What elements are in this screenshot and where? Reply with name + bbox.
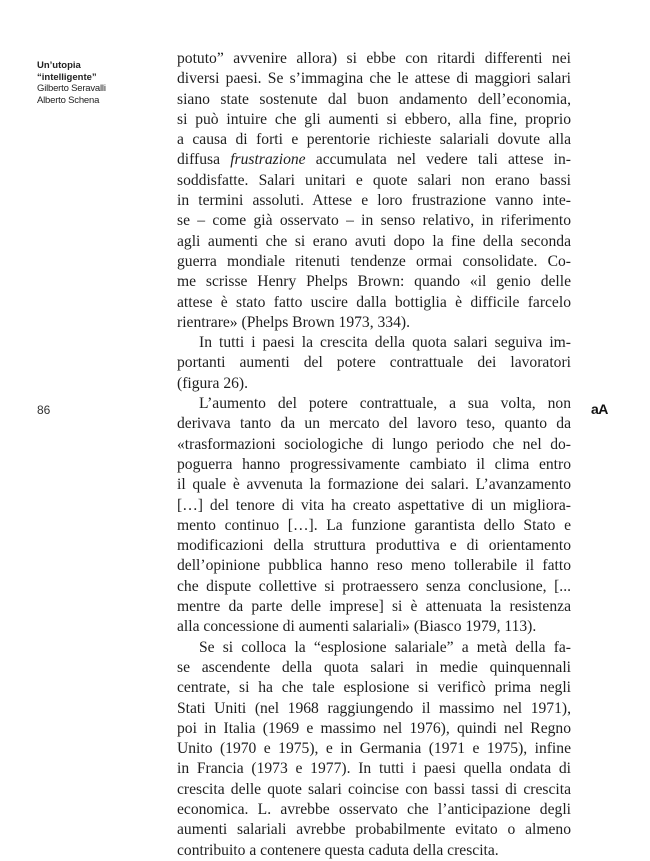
text-line: diversi paesi. Se s’immagina che le attese di maggiori salari bbox=[177, 70, 571, 88]
paragraph bbox=[177, 394, 571, 638]
text-line: se – come già osservato – in senso relativo, in riferimento bbox=[177, 212, 571, 230]
text-line: […] del tenore di vita ha creato aspettative di un migliora- bbox=[177, 496, 571, 514]
text-line: modificazioni della struttura produttiva e di orientamento bbox=[177, 537, 571, 555]
text-line: portanti aumenti del potere contrattuale dei lavoratori bbox=[177, 354, 571, 372]
running-header bbox=[37, 60, 147, 106]
book-title-line-1: Un’utopia bbox=[37, 60, 81, 71]
author-1: Gilberto Seravalli bbox=[37, 83, 106, 94]
text-line: rientrare» (Phelps Brown 1973, 334). bbox=[177, 313, 410, 331]
text-line: contribuito a contenere questa caduta della crescita. bbox=[177, 841, 499, 859]
text-line: centrate, si ha che tale esplosione si verificò prima negli bbox=[177, 679, 571, 697]
text-line: se ascendente della quota salari in medie quinquennali bbox=[177, 658, 571, 676]
book-title-line-2: “intelligente” bbox=[37, 71, 97, 83]
page-number: 86 bbox=[37, 403, 51, 417]
text-line: alla concessione di aumenti salariali» (Biasco 1979, 113). bbox=[177, 618, 537, 636]
text-line: mento continuo […]. La funzione garantista dello Stato e bbox=[177, 516, 571, 534]
text-line: mentre da parte delle imprese] si è attenuata la resistenza bbox=[177, 598, 571, 616]
text-line: aumenti salariali avrebbe probabilmente evitato o almeno bbox=[177, 821, 571, 839]
text-line: poguerra hanno progressivamente cambiato il clima entro bbox=[177, 455, 571, 473]
text-line: Se si colloca la “esplosione salariale” a metà della fa- bbox=[199, 638, 571, 656]
text-line: (figura 26). bbox=[177, 374, 249, 392]
text-line: guerra mondiale ritenuti tendenze ormai consolidate. Co- bbox=[177, 252, 571, 270]
text-line: Unito (1970 e 1975), e in Germania (1971 e 1975), infine bbox=[177, 740, 571, 758]
text-line: il quale è avvenuta la formazione dei salari. L’avanzamento bbox=[177, 476, 571, 494]
text-line: crescita delle quote salari coincise con bassi tassi di crescita bbox=[177, 780, 571, 798]
font-size-toggle-button[interactable]: aA bbox=[591, 401, 608, 417]
paragraph bbox=[177, 49, 571, 333]
body-text bbox=[177, 49, 571, 861]
text-line: poi in Italia (1969 e massimo nel 1976), quindi nel Regno bbox=[177, 719, 571, 737]
text-line: Stati Uniti (nel 1968 raggiungendo il massimo nel 1971), bbox=[177, 699, 571, 717]
text-line: siano state sostenute dal buon andamento dell’economia, bbox=[177, 90, 571, 108]
author-2: Alberto Schena bbox=[37, 94, 100, 106]
text-line: soddisfatte. Salari unitari e quote salari non erano bassi bbox=[177, 171, 571, 189]
text-line: in Francia (1973 e 1977). In tutti i paesi quella ondata di bbox=[177, 760, 571, 778]
paragraph bbox=[177, 333, 571, 394]
text-line: dell’opinione pubblica hanno reso meno tollerabile il fatto bbox=[177, 557, 571, 575]
text-line: me scrisse Henry Phelps Brown: quando «il genio delle bbox=[177, 273, 571, 291]
text-line: diffusa frustrazione accumulata nel vedere tali attese in- bbox=[177, 151, 571, 169]
text-line: che dispute collettive si protraessero senza conclusione, [... bbox=[177, 577, 571, 595]
text-line: si può intuire che gli aumenti si ebbero, alla fine, proprio bbox=[177, 110, 571, 128]
text-line: agli aumenti che si erano avuti dopo la fine della seconda bbox=[177, 232, 571, 250]
text-line: economica. L. avrebbe osservato che l’anticipazione degli bbox=[177, 800, 571, 818]
emphasis: frustrazione bbox=[230, 151, 306, 169]
text-line: derivava tanto da un mercato del lavoro teso, quanto da bbox=[177, 415, 571, 433]
text-line: a causa di forti e perentorie richieste salariali dovute alla bbox=[177, 131, 571, 149]
paragraph bbox=[177, 638, 571, 861]
text-line: in termini assoluti. Attese e loro frustrazione vanno inte- bbox=[177, 192, 571, 210]
text-line: In tutti i paesi la crescita della quota salari seguiva im- bbox=[199, 334, 571, 352]
text-line: L’aumento del potere contrattuale, a sua volta, non bbox=[199, 395, 571, 413]
text-line: attese è stato fatto uscire dalla bottiglia è difficile farcelo bbox=[177, 293, 571, 311]
text-line: «trasformazioni sociologiche di lungo periodo che nel do- bbox=[177, 435, 571, 453]
text-line: potuto” avvenire allora) si ebbe con ritardi differenti nei bbox=[177, 50, 571, 67]
